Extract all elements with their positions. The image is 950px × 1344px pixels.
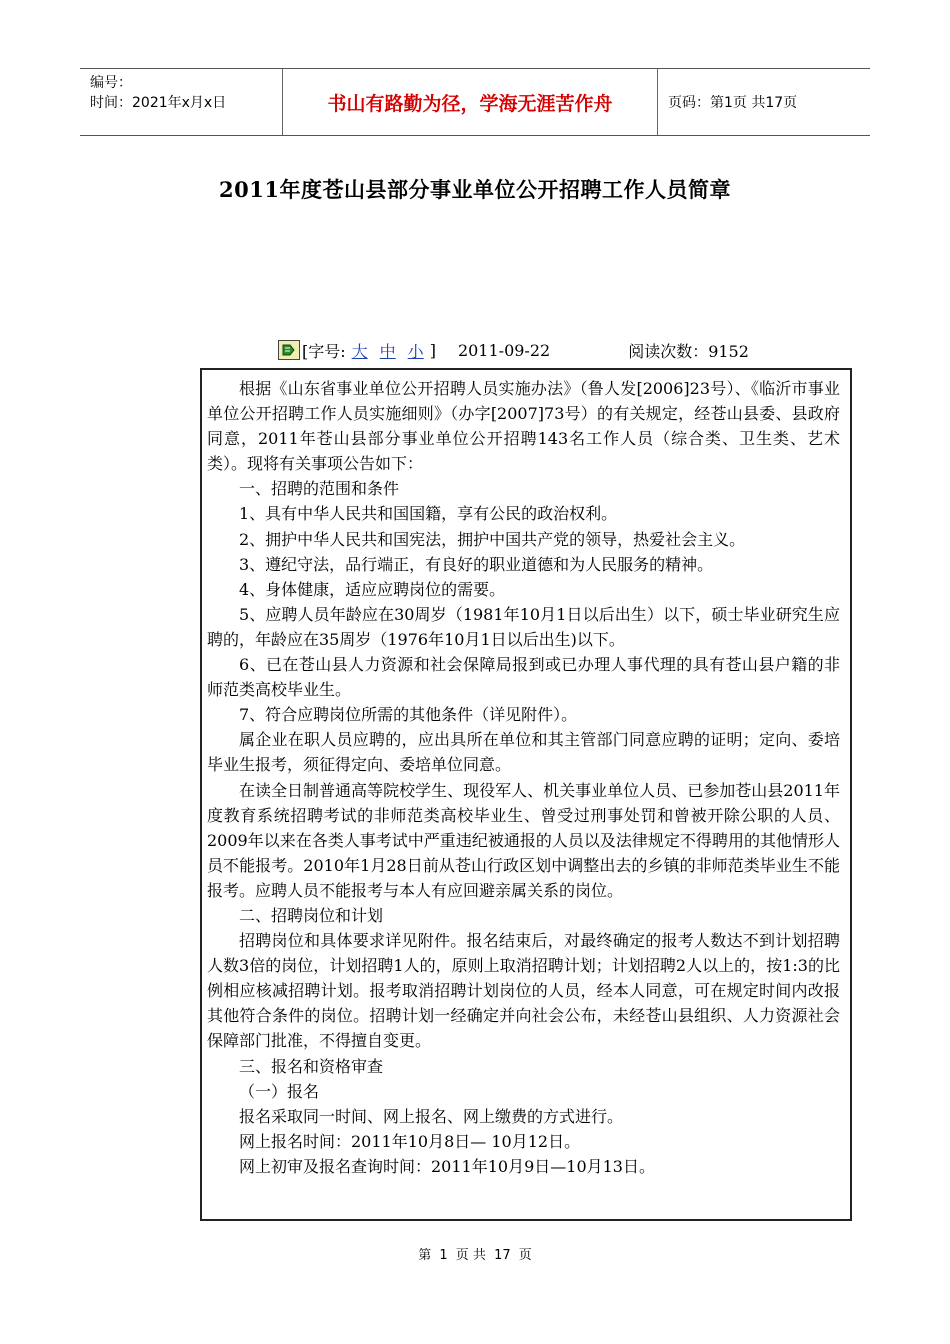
paragraph: 6、已在苍山县人力资源和社会保障局报到或已办理人事代理的具有苍山县户籍的非师范类高校毕业生。 bbox=[207, 655, 840, 700]
paragraph: 5、应聘人员年龄应在30周岁（1981年10月1日以后出生）以下，硕士毕业研究生应聘的，年龄应在35周岁（1976年10月1日以后出生)以下。 bbox=[207, 604, 840, 649]
paragraph: 报名采取同一时间、网上报名、网上缴费的方式进行。 bbox=[239, 1106, 624, 1126]
header-page-info: 页码：第1页 共17页 bbox=[668, 95, 798, 111]
paragraph: 在读全日制普通高等院校学生、现役军人、机关事业单位人员、已参加苍山县2011年度教育系统招聘考试的非师范类高校毕业生、曾受过刑事处罚和曾被开除公职的人员、2009年以来在各类人事考试中严重违纪被通报的人员以及法律规定不得聘用的其他情形人员不能报考。2010年1月28日前从苍山行政区划中调整出去的乡镇的非师范类毕业生不能报考。应聘人员不能报考与本人有应回避亲属关系的岗位。 bbox=[207, 780, 840, 900]
paragraph: 根据《山东省事业单位公开招聘人员实施办法》（鲁人发[2006]23号）、《临沂市事业单位公开招聘工作人员实施细则》（办字[2007]73号）的有关规定，经苍山县委、县政府同意，2011年苍山县部分事业单位公开招聘143名工作人员（综合类、卫生类、艺术类）。现将有关事项公告如下： bbox=[207, 379, 840, 474]
document-title: 2011年度苍山县部分事业单位公开招聘工作人员简章 bbox=[219, 177, 731, 202]
document-icon bbox=[278, 340, 300, 360]
font-size-medium-link[interactable]: 中 bbox=[379, 341, 396, 361]
footer-total-pages: 17 bbox=[494, 1248, 511, 1263]
paragraph: 3、遵纪守法，品行端正，有良好的职业道德和为人民服务的精神。 bbox=[239, 554, 714, 574]
article-content bbox=[200, 368, 852, 1221]
subsection-heading: （一）报名 bbox=[239, 1081, 320, 1101]
footer-suffix: 页 bbox=[518, 1248, 532, 1263]
font-size-small-link[interactable]: 小 bbox=[407, 341, 424, 361]
footer-page-number: 1 bbox=[439, 1248, 448, 1263]
paragraph: 招聘岗位和具体要求详见附件。报名结束后，对最终确定的报考人数达不到计划招聘人数3倍的岗位，计划招聘1人的，原则上取消招聘计划；计划招聘2人以上的，按1:3的比例相应核减招聘计划。报考取消招聘计划岗位的人员，经本人同意，可在规定时间内改报其他符合条件的岗位。招聘计划一经确定并向社会公布，未经苍山县组织、人力资源社会保障部门批准，不得擅自变更。 bbox=[207, 931, 840, 1051]
font-size-large-link[interactable]: 大 bbox=[351, 341, 368, 361]
page-header bbox=[80, 68, 870, 136]
view-count: 阅读次数：9152 bbox=[628, 341, 749, 361]
section-heading: 一、招聘的范围和条件 bbox=[239, 479, 400, 499]
section-heading: 二、招聘岗位和计划 bbox=[239, 905, 384, 925]
article-meta-bar bbox=[278, 338, 749, 362]
font-size-bracket: ] bbox=[429, 340, 436, 360]
doc-time-label: 时间：2021年x月x日 bbox=[90, 95, 227, 111]
page-footer bbox=[0, 1244, 950, 1263]
section-heading: 三、报名和资格审查 bbox=[239, 1056, 384, 1076]
header-motto: 书山有路勤为径，学海无涯苦作舟 bbox=[282, 69, 658, 135]
paragraph: 网上报名时间：2011年10月8日— 10月12日。 bbox=[239, 1131, 581, 1151]
paragraph: 2、拥护中华人民共和国宪法，拥护中国共产党的领导，热爱社会主义。 bbox=[239, 529, 746, 549]
footer-mid: 页 共 bbox=[455, 1248, 486, 1263]
publish-date: 2011-09-22 bbox=[457, 340, 551, 360]
doc-number-label: 编号： bbox=[90, 75, 132, 91]
paragraph: 1、具有中华人民共和国国籍，享有公民的政治权利。 bbox=[239, 504, 618, 524]
paragraph: 4、身体健康，适应应聘岗位的需要。 bbox=[239, 579, 506, 599]
paragraph: 网上初审及报名查询时间：2011年10月9日—10月13日。 bbox=[239, 1156, 655, 1176]
paragraph: 7、符合应聘岗位所需的其他条件（详见附件）。 bbox=[239, 705, 578, 725]
paragraph: 属企业在职人员应聘的，应出具所在单位和其主管部门同意应聘的证明；定向、委培毕业生报考，须征得定向、委培单位同意。 bbox=[207, 730, 840, 775]
font-size-label: [字号: bbox=[302, 341, 346, 361]
footer-prefix: 第 bbox=[418, 1248, 432, 1263]
header-left-cell bbox=[80, 69, 282, 135]
